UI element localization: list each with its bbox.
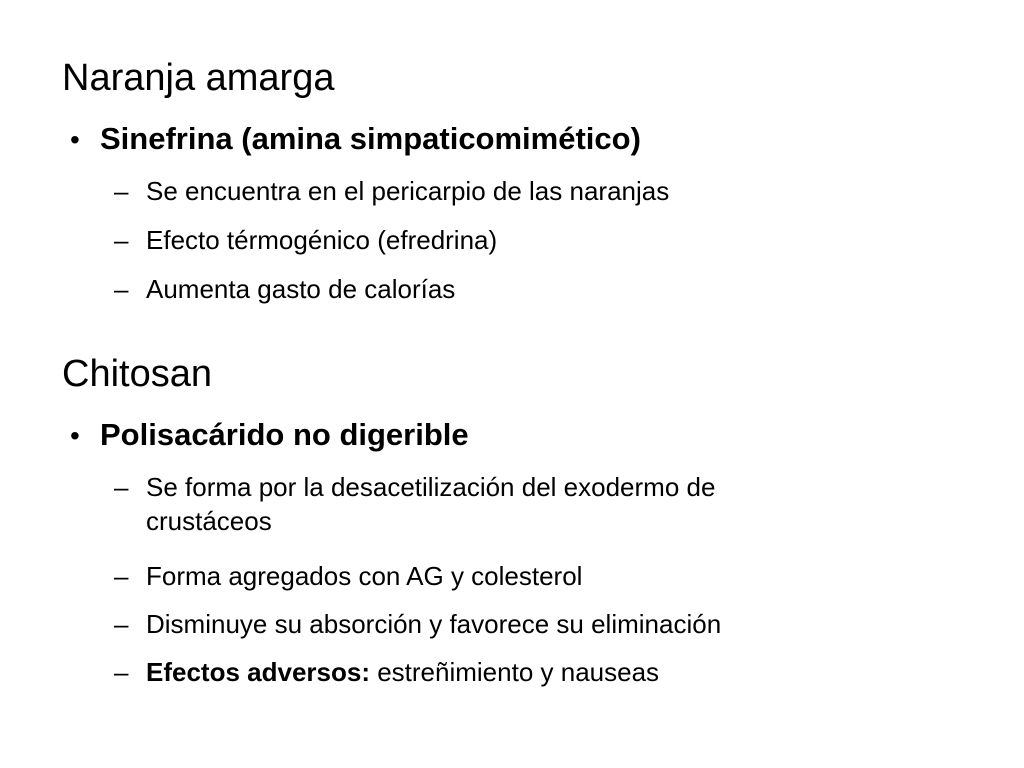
sub-item-text: Disminuye su absorción y favorece su eliminación <box>146 609 722 639</box>
sub-item-text: Forma agregados con AG y colesterol <box>146 561 583 591</box>
sub-item <box>114 559 582 593</box>
dash-icon: – <box>114 657 129 687</box>
sub-item <box>114 174 669 208</box>
dash-icon: – <box>114 176 129 206</box>
bullet-icon: • <box>70 420 80 451</box>
bullet-item-sinefrina <box>70 120 641 159</box>
dash-icon: – <box>114 472 129 502</box>
sub-item <box>114 607 721 641</box>
sub-item <box>114 655 659 689</box>
sub-item <box>114 470 715 538</box>
sub-item-text: Se encuentra en el pericarpio de las naranjas <box>146 176 670 206</box>
dash-icon: – <box>114 561 129 591</box>
bullet-text: Sinefrina (amina simpaticomimético) <box>100 121 641 156</box>
dash-icon: – <box>114 609 129 639</box>
section-title-chitosan: Chitosan <box>62 353 212 395</box>
sub-item <box>114 223 497 257</box>
bullet-text: Polisacárido no digerible <box>100 417 469 452</box>
sub-item-bold-label: Efectos adversos: <box>146 657 370 687</box>
sub-item-text: Aumenta gasto de calorías <box>146 274 456 304</box>
dash-icon: – <box>114 274 129 304</box>
sub-item-text: Se forma por la desacetilización del exodermo de <box>146 472 716 502</box>
bullet-item-polisacarido <box>70 416 469 455</box>
sub-item-text-continued: crustáceos <box>146 506 272 536</box>
sub-item <box>114 272 455 306</box>
sub-item-text <box>146 655 659 689</box>
section-title-naranja-amarga: Naranja amarga <box>62 57 335 99</box>
bullet-icon: • <box>70 124 80 155</box>
sub-item-rest: estreñimiento y nauseas <box>369 657 660 687</box>
sub-item-text: Efecto térmogénico (efredrina) <box>146 225 498 255</box>
dash-icon: – <box>114 225 129 255</box>
